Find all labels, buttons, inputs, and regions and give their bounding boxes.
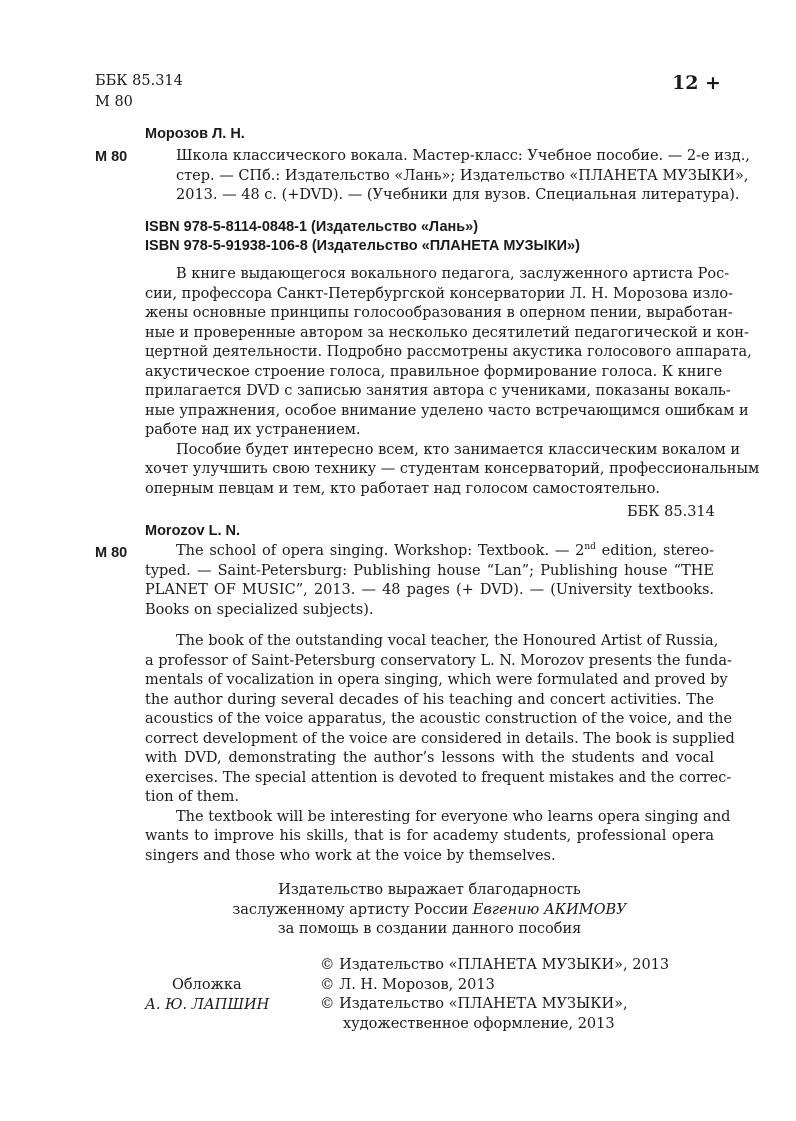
copyright-line: © Издательство «ПЛАНЕТА МУЗЫКИ», 2013 bbox=[320, 957, 670, 973]
en-abstract bbox=[145, 632, 735, 866]
ru-abstract-line: прилагается DVD с записью занятия автора с учениками, показаны вокаль- bbox=[145, 383, 731, 399]
en-biblio bbox=[145, 542, 714, 620]
ack-name: Евгению АКИМОВУ bbox=[472, 901, 627, 918]
ru-abstract-line: цертной деятельности. Подробно рассмотрены акустика голосового аппарата, bbox=[145, 344, 752, 360]
acknowledgement bbox=[145, 881, 714, 940]
ack-line-1: Издательство выражает благодарность bbox=[278, 882, 581, 898]
udk-code: М 80 bbox=[95, 94, 133, 110]
en-abstract-line: with DVD, demonstrating the author’s lessons with the students and vocal bbox=[145, 750, 714, 766]
en-abstract-line: mentals of vocalization in opera singing, which were formulated and proved by bbox=[145, 672, 728, 688]
en-abstract-line: exercises. The special attention is devoted to frequent mistakes and the correc- bbox=[145, 769, 732, 786]
isbn-lan: ISBN 978-5-8114-0848-1 (Издательство «Лань») bbox=[145, 219, 479, 235]
en-abstract-line: tion of them. bbox=[145, 789, 239, 805]
en-abstract-line: wants to improve his skills, that is for academy students, professional opera bbox=[145, 828, 714, 844]
ru-abstract-line: хочет улучшить свою технику — студентам консерваторий, профессиональным bbox=[145, 461, 760, 477]
ru-biblio-line: Школа классического вокала. Мастер-класс: Учебное пособие. — 2-е изд., bbox=[176, 148, 750, 164]
ru-abstract-line: В книге выдающегося вокального педагога, заслуженного артиста Рос- bbox=[176, 266, 730, 282]
en-abstract-line: a professor of Saint-Petersburg conservatory L. N. Morozov presents the funda- bbox=[145, 652, 732, 669]
copyright bbox=[320, 956, 669, 1034]
ru-biblio-line: 2013. — 48 с. (+DVD). — (Учебники для вузов. Специальная литература). bbox=[176, 187, 740, 203]
ack-line-3: за помощь в создании данного пособия bbox=[277, 921, 582, 937]
ru-abstract-line: сии, профессора Санкт-Петербургской консерватории Л. Н. Морозова изло- bbox=[145, 285, 734, 302]
isbn-planet: ISBN 978-5-91938-106-8 (Издательство «ПЛАНЕТА МУЗЫКИ») bbox=[145, 238, 580, 254]
cover-label: Обложка bbox=[172, 977, 242, 993]
bbk-code: ББК 85.314 bbox=[95, 73, 183, 89]
en-abstract-line: The book of the outstanding vocal teacher, the Honoured Artist of Russia, bbox=[176, 633, 719, 649]
ru-biblio bbox=[176, 147, 750, 206]
en-biblio-line: typed. — Saint-Petersburg: Publishing house “Lan”; Publishing house “THE bbox=[145, 562, 714, 579]
ack-line-2: заслуженному артисту России Евгению АКИМОВУ bbox=[232, 901, 627, 918]
ru-code: М 80 bbox=[95, 149, 128, 165]
copyright-line: художественное оформление, 2013 bbox=[343, 1015, 615, 1032]
ru-abstract-line: Пособие будет интересно всем, кто занимается классическим вокалом и bbox=[176, 441, 741, 458]
en-abstract-line: the author during several decades of his teaching and concert activities. The bbox=[145, 691, 714, 708]
ru-abstract-line: ные и проверенные автором за несколько десятилетий педагогической и кон- bbox=[145, 324, 749, 341]
cover-designer: А. Ю. ЛАПШИН bbox=[145, 997, 270, 1013]
ru-abstract-line: работе над их устранением. bbox=[145, 422, 361, 438]
ru-abstract-line: оперным певцам и тем, кто работает над голосом самостоятельно. bbox=[145, 480, 661, 497]
copyright-line: © Издательство «ПЛАНЕТА МУЗЫКИ», bbox=[320, 996, 628, 1012]
en-abstract-line: acoustics of the voice apparatus, the acoustic construction of the voice, and the bbox=[145, 711, 733, 727]
ru-abstract bbox=[145, 265, 760, 499]
ru-biblio-line: стер. — СПб.: Издательство «Лань»; Издательство «ПЛАНЕТА МУЗЫКИ», bbox=[176, 167, 749, 184]
copyright-line: © Л. Н. Морозов, 2013 bbox=[320, 976, 495, 993]
en-code: М 80 bbox=[95, 545, 128, 561]
age-rating: 12 + bbox=[672, 72, 721, 94]
en-biblio-line: The school of opera singing. Workshop: Textbook. — 2nd edition, stereo- bbox=[176, 542, 714, 559]
ru-abstract-line: акустическое строение голоса, правильное формирование голоса. К книге bbox=[145, 363, 723, 380]
bbk-right: ББК 85.314 bbox=[627, 504, 715, 520]
en-biblio-line: PLANET OF MUSIC”, 2013. — 48 pages (+ DVD). — (University textbooks. bbox=[145, 582, 714, 598]
en-abstract-line: The textbook will be interesting for everyone who learns opera singing and bbox=[176, 808, 731, 825]
en-author: Morozov L. N. bbox=[145, 523, 241, 539]
en-abstract-line: correct development of the voice are considered in details. The book is supplied bbox=[145, 730, 735, 747]
ru-abstract-line: жены основные принципы голосообразования в оперном пении, выработан- bbox=[145, 305, 733, 321]
en-biblio-line: Books on specialized subjects). bbox=[145, 601, 374, 618]
ru-abstract-line: ные упражнения, особое внимание уделено часто встречающимся ошибкам и bbox=[145, 402, 749, 419]
ru-author: Морозов Л. Н. bbox=[145, 126, 245, 142]
en-abstract-line: singers and those who work at the voice by themselves. bbox=[145, 847, 556, 864]
